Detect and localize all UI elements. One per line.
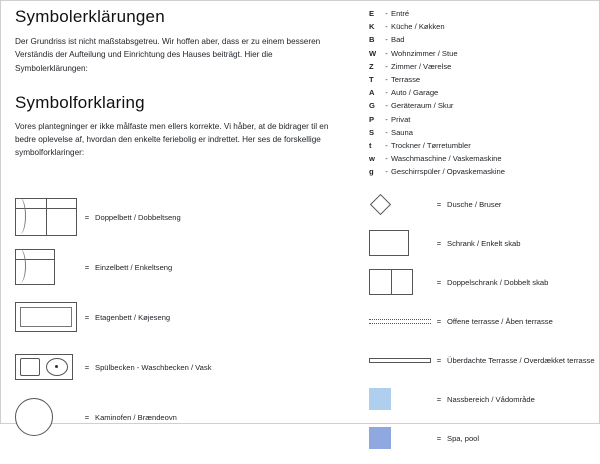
spa-pool-swatch-icon xyxy=(369,425,431,451)
abbreviation-key: A xyxy=(369,88,375,98)
abbreviation-value: Geräteraum / Skur xyxy=(391,101,454,111)
legend-label: Doppelschrank / Dobbelt skab xyxy=(447,277,549,287)
double-bed-icon xyxy=(15,197,79,237)
abbreviation-value: Geschirrspüler / Opvaskemaskine xyxy=(391,167,505,177)
abbreviation-separator: - xyxy=(385,48,388,58)
intro-paragraph-da: Vores plantegninger er ikke målfaste men ellers korrekte. Vi håber, at de bidrager til en bedre oplevelse af, hvordan den enkelte feriebolig er indrettet. Her ses de forskellige symbolforklaringer: xyxy=(15,121,329,158)
legend-separator: = xyxy=(436,277,442,287)
legend-column-left xyxy=(15,197,355,447)
legend-label: Etagenbett / Køjeseng xyxy=(95,312,171,322)
covered-terrace-icon xyxy=(369,347,431,373)
abbreviation-value: Bad xyxy=(391,35,405,45)
abbreviation-separator: - xyxy=(385,9,388,18)
abbreviation-key: T xyxy=(369,74,374,84)
legend-label: Kaminofen / Brændeovn xyxy=(95,412,177,422)
abbreviation-value: Entré xyxy=(391,9,410,18)
abbreviation-list xyxy=(369,10,589,181)
abbreviation-key: K xyxy=(369,22,375,32)
abbreviation-value: Trockner / Tørretumbler xyxy=(391,140,471,150)
page-title-da: Symbolforklaring xyxy=(15,92,145,112)
abbreviation-value: Privat xyxy=(391,114,411,124)
legend-label: Spülbecken - Waschbecken / Vask xyxy=(95,362,212,372)
abbreviation-value: Wohnzimmer / Stue xyxy=(391,48,458,58)
legend-item-single-bed xyxy=(15,247,355,287)
legend-label: Offene terrasse / Åben terrasse xyxy=(447,316,553,326)
legend-separator: = xyxy=(436,355,442,365)
legend-label: Schrank / Enkelt skab xyxy=(447,238,521,248)
abbreviation-separator: - xyxy=(385,22,388,32)
abbreviation-key: W xyxy=(369,48,377,58)
legend-label: Spa, pool xyxy=(447,433,480,443)
legend-item-wood-stove xyxy=(15,397,355,437)
abbreviation-value: Terrasse xyxy=(391,74,421,84)
abbreviation-row xyxy=(369,50,589,63)
abbreviation-key: w xyxy=(369,154,375,164)
abbreviation-separator: - xyxy=(385,35,388,45)
legend-label: Überdachte Terrasse / Overdækket terrasse xyxy=(447,355,595,365)
legend-label: Dusche / Bruser xyxy=(447,199,502,209)
legend-separator: = xyxy=(84,312,90,322)
abbreviation-row xyxy=(369,116,589,129)
abbreviation-key: G xyxy=(369,101,375,111)
abbreviation-key: Z xyxy=(369,61,374,71)
legend-separator: = xyxy=(84,362,90,372)
legend-label: Doppelbett / Dobbeltseng xyxy=(95,212,181,222)
legend-separator: = xyxy=(84,412,90,422)
abbreviation-value: Zimmer / Værelse xyxy=(391,61,452,71)
legend-separator: = xyxy=(84,262,90,272)
abbreviation-separator: - xyxy=(385,140,388,150)
intro-text-column xyxy=(15,7,345,160)
legend-item-wardrobe xyxy=(369,230,594,256)
abbreviation-value: Waschmaschine / Vaskemaskine xyxy=(391,154,502,164)
page-title-de: Symbolerklärungen xyxy=(15,7,165,26)
abbreviation-value: Auto / Garage xyxy=(391,88,439,98)
legend-item-spa-pool xyxy=(369,425,594,451)
abbreviation-separator: - xyxy=(385,154,388,164)
legend-column-right xyxy=(369,191,594,464)
abbreviation-key: S xyxy=(369,127,375,137)
bunk-bed-icon xyxy=(15,297,79,337)
legend-item-shower xyxy=(369,191,594,217)
legend-separator: = xyxy=(436,433,442,443)
abbreviation-key: P xyxy=(369,114,375,124)
abbreviation-separator: - xyxy=(385,167,388,177)
abbreviation-separator: - xyxy=(385,127,388,137)
abbreviation-row xyxy=(369,168,589,181)
abbreviation-key: g xyxy=(369,167,374,177)
abbreviation-separator: - xyxy=(385,74,388,84)
sink-icon xyxy=(15,347,79,387)
double-wardrobe-icon xyxy=(369,269,431,295)
wardrobe-icon xyxy=(369,230,431,256)
shower-icon xyxy=(369,191,431,217)
abbreviation-key: B xyxy=(369,35,375,45)
abbreviation-separator: - xyxy=(385,61,388,71)
abbreviation-row xyxy=(369,102,589,115)
legend-item-double-bed xyxy=(15,197,355,237)
single-bed-icon xyxy=(15,247,79,287)
legend-item-bunk-bed xyxy=(15,297,355,337)
abbreviation-row xyxy=(369,36,589,49)
legend-separator: = xyxy=(84,212,90,222)
abbreviation-row xyxy=(369,63,589,76)
wood-stove-icon xyxy=(15,397,79,437)
legend-item-covered-terrace xyxy=(369,347,594,373)
legend-label: Einzelbett / Enkeltseng xyxy=(95,262,173,272)
open-terrace-icon xyxy=(369,308,431,334)
legend-item-open-terrace xyxy=(369,308,594,334)
abbreviation-separator: - xyxy=(385,101,388,111)
legend-separator: = xyxy=(436,238,442,248)
legend-item-sink xyxy=(15,347,355,387)
legend-separator: = xyxy=(436,199,442,209)
abbreviation-key: t xyxy=(369,140,372,150)
abbreviation-value: Küche / Køkken xyxy=(391,22,445,32)
legend-item-wet-room xyxy=(369,386,594,412)
legend-separator: = xyxy=(436,394,442,404)
wet-room-swatch-icon xyxy=(369,386,431,412)
abbreviation-value: Sauna xyxy=(391,127,413,137)
legend-label: Nassbereich / Vådområde xyxy=(447,394,535,404)
intro-paragraph-de: Der Grundriss ist nicht maßstabsgetreu. Wir hoffen aber, dass er zu einem besseren Verständis der Aufteilung und Einrichtung des Hauses beiträgt. Hier die Symbolerklärungen: xyxy=(15,37,321,73)
abbreviation-row xyxy=(369,129,589,142)
legend-item-double-wardrobe xyxy=(369,269,594,295)
abbreviation-separator: - xyxy=(385,88,388,98)
abbreviation-separator: - xyxy=(385,114,388,124)
legend-separator: = xyxy=(436,316,442,326)
abbreviation-key: E xyxy=(369,9,375,18)
